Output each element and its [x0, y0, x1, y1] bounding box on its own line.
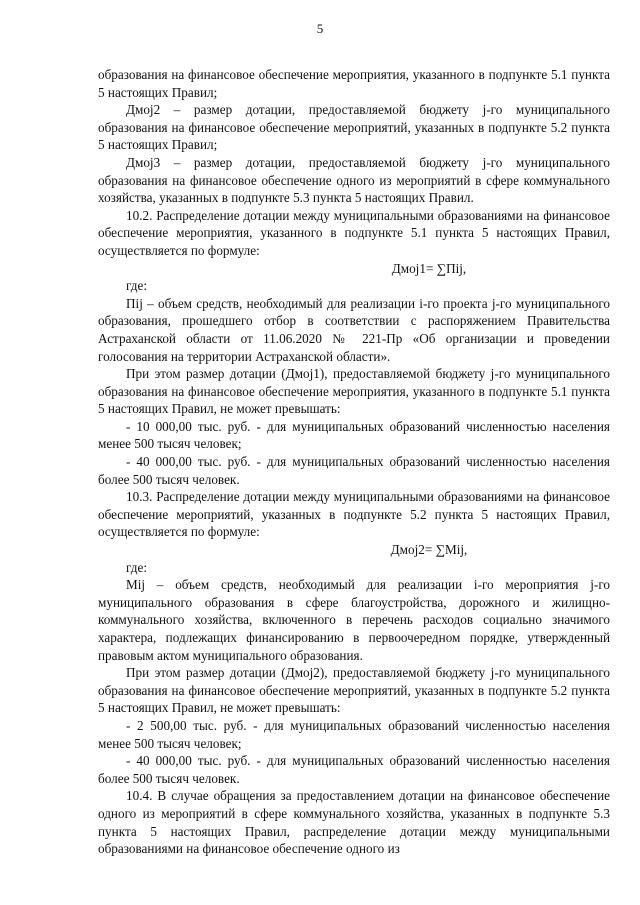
paragraph: - 40 000,00 тыс. руб. - для муниципальных образований численностью населения более 500 тысяч человек. — [98, 454, 610, 487]
paragraph: 10.2. Распределение дотации между муниципальными образованиями на финансовое обеспечение мероприятия, указанного в подпункте 5.1 пункта 5 настоящих Правил, осуществляется по формуле: — [98, 207, 610, 258]
paragraph: 10.4. В случае обращения за предоставлением дотации на финансовое обеспечение одного из мероприятий в сфере коммунального хозяйства, указанных в подпункте 5.3 пункта 5 настоящих Правил, распределение дотации между муниципальными образованиями на финансовое обеспечение одного из — [98, 788, 610, 857]
paragraph: При этом размер дотации (Дмоj2), предоставляемой бюджету j-го муниципального образования на финансовое обеспечение мероприятий, указанных в подпункте 5.2 пункта 5 настоящих Правил, не может превышать: — [98, 665, 610, 716]
paragraph: Дмоj3 – размер дотации, предоставляемой бюджету j-го муниципального образования на финансовое обеспечение одного из мероприятий в сфере коммунального хозяйства, указанных в подпункте 5.3 пункта 5 настоящих Правил. — [98, 154, 610, 206]
formula-legend-label: где: — [126, 559, 147, 575]
page-number: 5 — [316, 21, 324, 36]
paragraph: Мij – объем средств, необходимый для реализации i-го мероприятия j-го муниципального образования в сфере благоустройства, дорожного и жилищно-коммунального хозяйства, включенного в перечень расходов социально значимого характера, подлежащих финансированию в первоочередном порядке, утвержденный правовым актом муниципального образования. — [98, 577, 610, 663]
paragraph: - 40 000,00 тыс. руб. - для муниципальных образований численностью населения более 500 тысяч человек. — [98, 753, 610, 786]
paragraph: 10.3. Распределение дотации между муниципальными образованиями на финансовое обеспечение мероприятий, указанных в подпункте 5.2 пункта 5 настоящих Правил, осуществляется по формуле: — [98, 489, 610, 540]
paragraph: - 10 000,00 тыс. руб. - для муниципальных образований численностью населения менее 500 тысяч человек; — [98, 418, 610, 452]
paragraph: образования на финансовое обеспечение мероприятия, указанного в подпункте 5.1 пункта 5 настоящих Правил; — [98, 67, 610, 100]
paragraph: - 2 500,00 тыс. руб. - для муниципальных образований численностью населения менее 500 тысяч человек; — [98, 717, 610, 751]
formula-legend-label: где: — [126, 278, 147, 294]
paragraph: Пij – объем средств, необходимый для реализации i-го проекта j-го муниципального образования, прошедшего отбор в соответствии с распоряжением Правительства Астраханской области от 11.06.2020 № 221-Пр «Об организации и проведении голосования на территории Астраханской области». — [98, 295, 610, 364]
formula: Дмоj2= ∑Мij, — [390, 542, 468, 558]
document-body — [98, 66, 610, 858]
paragraph: Дмоj2 – размер дотации, предоставляемой бюджету j-го муниципального образования на финансовое обеспечение мероприятий, указанных в подпункте 5.2 пункта 5 настоящих Правил; — [98, 102, 610, 153]
formula: Дмоj1= ∑Пij, — [391, 260, 467, 276]
paragraph: При этом размер дотации (Дмоj1), предоставляемой бюджету j-го муниципального образования на финансовое обеспечение мероприятия, указанного в подпункте 5.1 пункта 5 настоящих Правил, не может превышать: — [98, 366, 610, 417]
